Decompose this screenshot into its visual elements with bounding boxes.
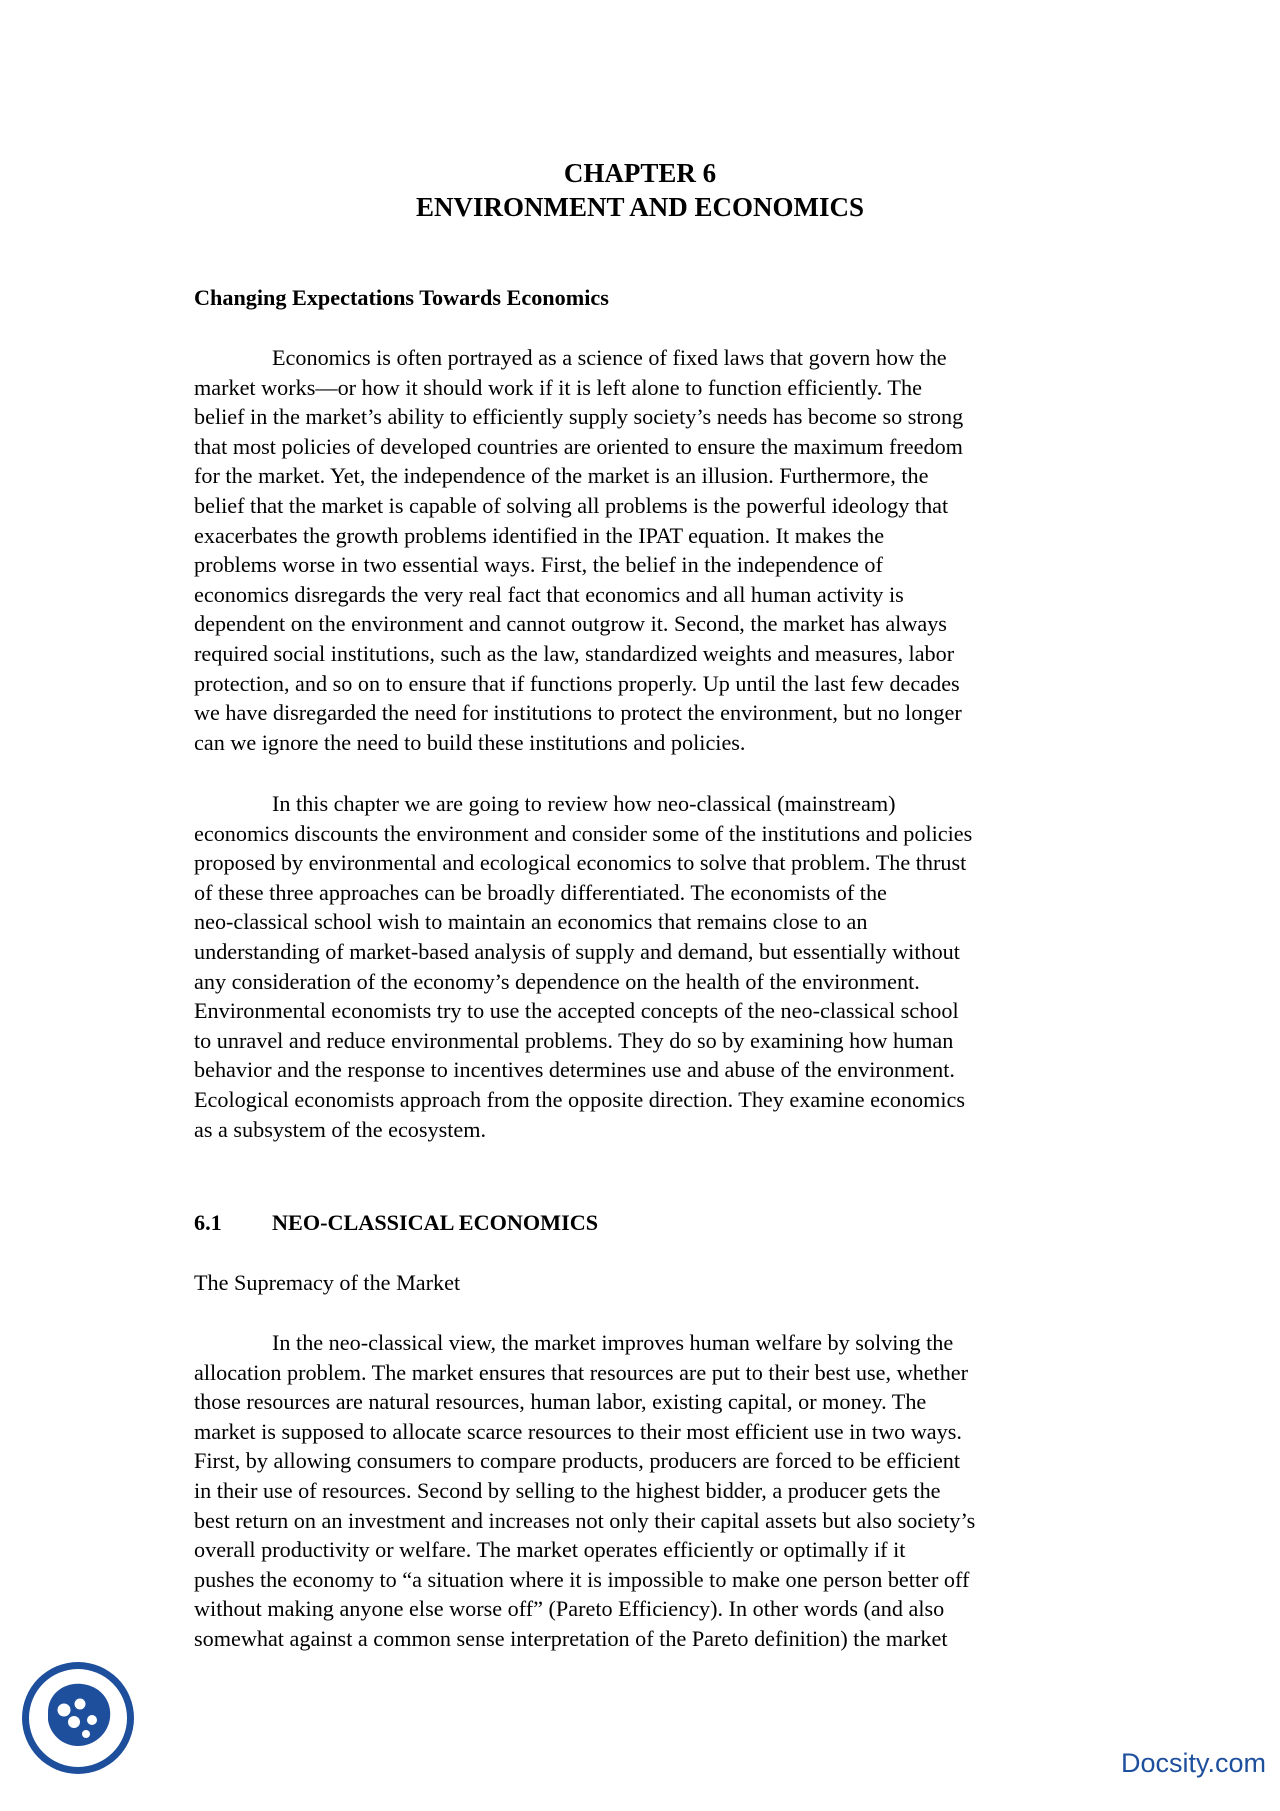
paragraph-line: proposed by environmental and ecological economics to solve that problem. The thrust: [194, 850, 967, 876]
paragraph-line: Economics is often portrayed as a science of fixed laws that govern how the: [272, 345, 947, 370]
chapter-title: ENVIRONMENT AND ECONOMICS: [415, 192, 865, 222]
paragraph-line: economics discounts the environment and consider some of the institutions and policies: [194, 820, 973, 846]
paragraph-line: market works—or how it should work if it is left alone to function efficiently. The: [194, 374, 922, 400]
paragraph-line: overall productivity or welfare. The market operates efficiently or optimally if it: [194, 1537, 906, 1563]
paragraph-line: best return on an investment and increases not only their capital assets but also society’s: [194, 1507, 976, 1533]
paragraph-line: First, by allowing consumers to compare products, producers are forced to be efficient: [194, 1448, 961, 1474]
paragraph-line: can we ignore the need to build these institutions and policies.: [194, 729, 746, 755]
chapter-heading: [0, 156, 1280, 224]
paragraph-line: required social institutions, such as the law, standardized weights and measures, labor: [194, 640, 955, 666]
paragraph-line: understanding of market-based analysis of supply and demand, but essentially without: [194, 938, 960, 964]
paragraph-line: market is supposed to allocate scarce resources to their most efficient use in two ways.: [194, 1418, 962, 1444]
intro-paragraph-2: [194, 789, 1094, 1144]
paragraph-line: somewhat against a common sense interpretation of the Pareto definition) the market: [194, 1625, 948, 1651]
paragraph-line: Environmental economists try to use the accepted concepts of the neo-classical school: [194, 998, 959, 1024]
paragraph-line: those resources are natural resources, human labor, existing capital, or money. The: [194, 1389, 927, 1415]
chapter-label: CHAPTER 6: [563, 158, 717, 188]
paragraph-line: problems worse in two essential ways. First, the belief in the independence of: [194, 552, 883, 578]
paragraph-line: belief that the market is capable of solving all problems is the powerful ideology that: [194, 492, 949, 518]
subheading-supremacy: The Supremacy of the Market: [194, 1270, 461, 1295]
paragraph-line: behavior and the response to incentives determines use and abuse of the environment.: [194, 1057, 955, 1083]
paragraph-line: allocation problem. The market ensures that resources are put to their best use, whether: [194, 1359, 969, 1385]
paragraph-line: for the market. Yet, the independence of the market is an illusion. Furthermore, the: [194, 463, 929, 489]
paragraph-line: without making anyone else worse off” (Pareto Efficiency). In other words (and also: [194, 1596, 945, 1622]
paragraph-line: Ecological economists approach from the opposite direction. They examine economics: [194, 1086, 965, 1112]
paragraph-line: we have disregarded the need for institutions to protect the environment, but no longer: [194, 700, 962, 726]
intro-paragraph-1: [194, 343, 1094, 757]
paragraph-line: of these three approaches can be broadly differentiated. The economists of the: [194, 879, 887, 905]
paragraph-line: In the neo-classical view, the market improves human welfare by solving the: [272, 1330, 954, 1355]
paragraph-line: belief in the market’s ability to efficiently supply society’s needs has become so strong: [194, 404, 964, 430]
docsity-logo-icon[interactable]: [20, 1660, 136, 1776]
section-number: 6.1: [194, 1210, 222, 1235]
paragraph-line: dependent on the environment and cannot outgrow it. Second, the market has always: [194, 611, 947, 637]
paragraph-line: pushes the economy to “a situation where it is impossible to make one person better off: [194, 1566, 970, 1592]
paragraph-line: that most policies of developed countries are oriented to ensure the maximum freedom: [194, 433, 963, 459]
section-6-1-paragraph: [194, 1328, 1094, 1654]
paragraph-line: protection, and so on to ensure that if functions properly. Up until the last few decades: [194, 670, 960, 696]
section-title: NEO-CLASSICAL ECONOMICS: [272, 1210, 599, 1235]
paragraph-line: economics disregards the very real fact that economics and all human activity is: [194, 581, 904, 607]
paragraph-line: exacerbates the growth problems identified in the IPAT equation. It makes the: [194, 522, 885, 548]
paragraph-line: in their use of resources. Second by selling to the highest bidder, a producer gets the: [194, 1477, 941, 1503]
section-heading-6-1: [194, 1208, 598, 1238]
paragraph-line: any consideration of the economy’s dependence on the health of the environment.: [194, 968, 920, 994]
paragraph-line: neo-classical school wish to maintain an economics that remains close to an: [194, 909, 868, 935]
paragraph-line: to unravel and reduce environmental problems. They do so by examining how human: [194, 1027, 954, 1053]
paragraph-line: In this chapter we are going to review how neo-classical (mainstream): [272, 791, 896, 816]
paragraph-line: as a subsystem of the ecosystem.: [194, 1116, 487, 1142]
docsity-watermark[interactable]: Docsity.com: [1120, 1748, 1266, 1778]
section-title-intro: Changing Expectations Towards Economics: [194, 285, 609, 310]
